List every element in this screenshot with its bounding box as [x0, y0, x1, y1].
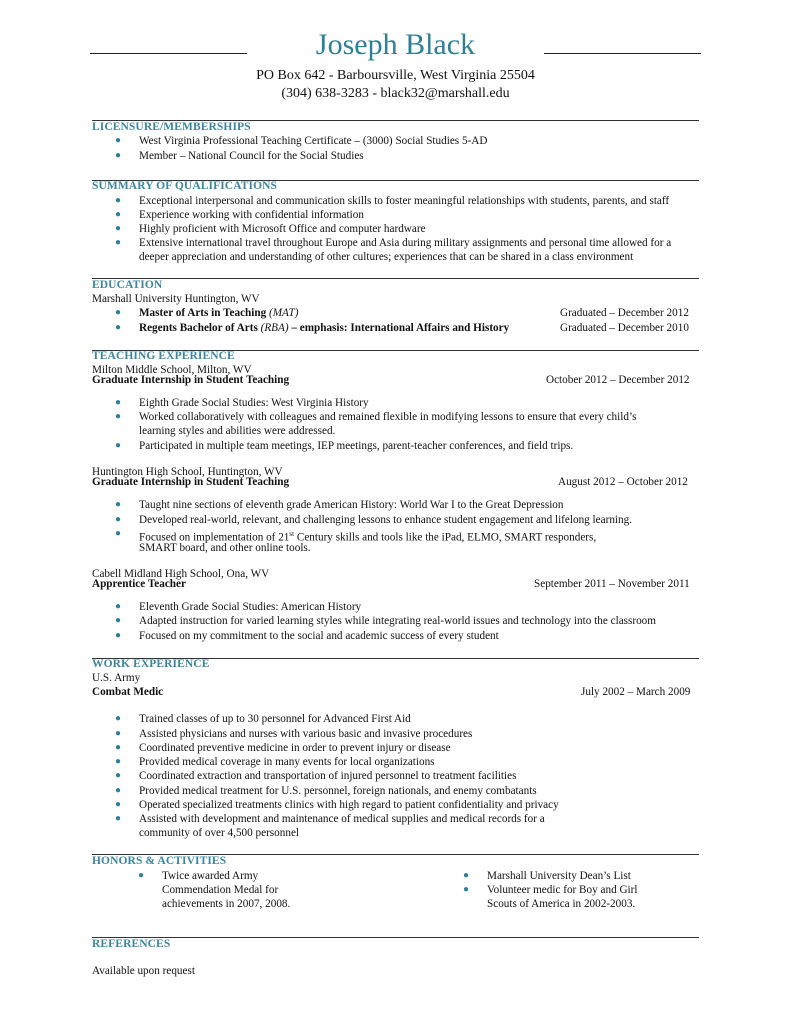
section-title-summary: SUMMARY OF QUALIFICATIONS	[92, 180, 278, 192]
section-rule	[92, 937, 699, 938]
list-item: ● Operated specialized treatments clinics with high regard to patient confidentiality and privacy	[115, 799, 559, 811]
list-item: ● Exceptional interpersonal and communication skills to foster meaningful relationships with students, parents, and staff	[115, 195, 670, 207]
list-item: ● Adapted instruction for varied learning styles while integrating real-world issues and technology into the classroom	[115, 615, 656, 627]
list-item-continued: SMART board, and other online tools.	[139, 542, 311, 554]
employer: U.S. Army	[92, 672, 141, 684]
section-title-work: WORK EXPERIENCE	[92, 658, 210, 670]
honor-item: ● Volunteer medic for Boy and Girl	[463, 884, 638, 896]
honor-item-continued: Commendation Medal for	[162, 884, 279, 896]
school-name: Milton Middle School, Milton, WV	[92, 364, 252, 376]
list-item: ● Focused on implementation of 21st Century skills and tools like the iPad, ELMO, SMART responders,	[115, 528, 597, 544]
job-role: Combat Medic	[92, 686, 164, 698]
degree-master-date: Graduated – December 2012	[560, 307, 689, 319]
list-item: ● Provided medical coverage in many events for local organizations	[115, 756, 435, 768]
job-role: Graduate Internship in Student Teaching	[92, 476, 290, 488]
list-item: ● Experience working with confidential information	[115, 209, 364, 221]
list-item: ● Coordinated preventive medicine in order to prevent injury or disease	[115, 742, 451, 754]
list-item: ● Provided medical treatment for U.S. personnel, foreign nationals, and enemy combatants	[115, 785, 537, 797]
honor-item-continued: achievements in 2007, 2008.	[162, 898, 291, 910]
school-name: Cabell Midland High School, Ona, WV	[92, 568, 270, 580]
list-item: ● Developed real-world, relevant, and challenging lessons to enhance student engagement and lifelong learning.	[115, 514, 633, 526]
degree-bachelor-date: Graduated – December 2010	[560, 322, 689, 334]
list-item: ● Coordinated extraction and transportation of injured personnel to treatment facilities	[115, 770, 517, 782]
list-item: ● Highly proficient with Microsoft Office and computer hardware	[115, 223, 426, 235]
degree-master: ● Master of Arts in Teaching (MAT)	[115, 307, 299, 319]
honor-item: ● Marshall University Dean’s List	[463, 870, 631, 882]
section-title-teaching: TEACHING EXPERIENCE	[92, 350, 235, 362]
phone-email: (304) 638-3283 - black32@marshall.edu	[281, 86, 510, 101]
job-date: October 2012 – December 2012	[546, 374, 690, 386]
list-item: ● Member – National Council for the Social Studies	[115, 150, 364, 162]
list-item: ● West Virginia Professional Teaching Certificate – (3000) Social Studies 5-AD	[115, 135, 488, 147]
list-item-continued: learning styles and abilities were addressed.	[139, 425, 336, 437]
job-date: September 2011 – November 2011	[534, 578, 690, 590]
job-role: Apprentice Teacher	[92, 578, 186, 590]
list-item-continued: deeper appreciation and understanding of other cultures; experiences that can be shared in a class environment	[139, 251, 634, 263]
school-name: Huntington High School, Huntington, WV	[92, 466, 283, 478]
section-title-honors: HONORS & ACTIVITIES	[92, 855, 227, 867]
honor-item: ● Twice awarded Army	[138, 870, 259, 882]
section-title-education: EDUCATION	[92, 279, 163, 291]
school-name: Marshall University Huntington, WV	[92, 293, 260, 305]
list-item: ● Focused on my commitment to the social and academic success of every student	[115, 630, 499, 642]
list-item: ● Worked collaboratively with colleagues and remained flexible in modifying lessons to ensure that every child’s	[115, 411, 637, 423]
list-item: ● Eleventh Grade Social Studies: American History	[115, 601, 362, 613]
address: PO Box 642 - Barboursville, West Virginia 25504	[256, 68, 535, 83]
degree-bachelor: ● Regents Bachelor of Arts (RBA) – emphasis: International Affairs and History	[115, 322, 510, 334]
section-title-references: REFERENCES	[92, 938, 171, 950]
applicant-name: Joseph Black	[315, 28, 476, 61]
list-item: ● Taught nine sections of eleventh grade American History: World War I to the Great Depression	[115, 499, 564, 511]
job-date: August 2012 – October 2012	[558, 476, 688, 488]
list-item: ● Trained classes of up to 30 personnel for Advanced First Aid	[115, 713, 411, 725]
section-title-licensure: LICENSURE/MEMBERSHIPS	[92, 121, 251, 133]
list-item: ● Eighth Grade Social Studies: West Virginia History	[115, 397, 369, 409]
job-role: Graduate Internship in Student Teaching	[92, 374, 290, 386]
references-text: Available upon request	[92, 965, 195, 977]
honor-item-continued: Scouts of America in 2002-2003.	[487, 898, 636, 910]
list-item: ● Participated in multiple team meetings, IEP meetings, parent-teacher conferences, and field trips.	[115, 440, 574, 452]
list-item: ● Assisted with development and maintenance of medical supplies and medical records for a	[115, 813, 545, 825]
list-item: ● Extensive international travel throughout Europe and Asia during military assignments and personal time allowed for a	[115, 237, 672, 249]
section-rule	[92, 278, 699, 279]
list-item: ● Assisted physicians and nurses with various basic and invasive procedures	[115, 728, 473, 740]
list-item-continued: community of over 4,500 personnel	[139, 827, 300, 839]
job-date: July 2002 – March 2009	[581, 686, 691, 698]
